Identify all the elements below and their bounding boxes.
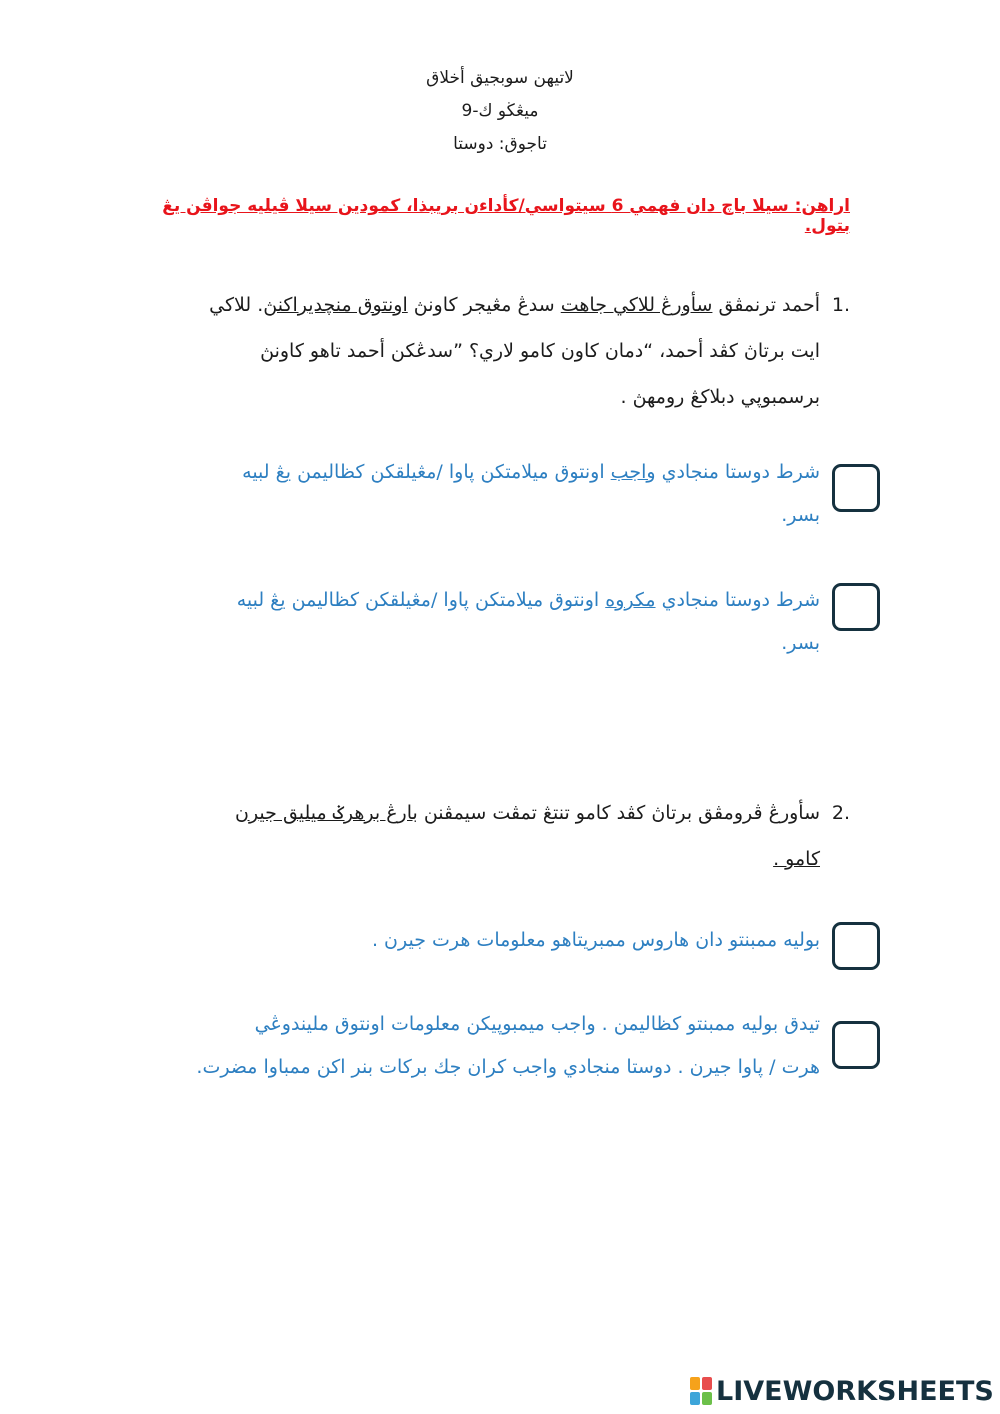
question-1-text [120,282,820,420]
logo-mark-icon [690,1377,712,1405]
liveworksheets-logo [690,1374,994,1408]
q2-option-2-text: تيدق بوليه ممبنتو كظاليمن . واجب ميمبوڽيكن معلومات اونتوق مليندوڠي هرت / ڽاوا جيرن . دوستا منجادي واجب كران جك بركات بنر اكن ممباوا مضرت. [196,1013,820,1078]
question-2-number: 2. [831,802,850,824]
q1-option-2-checkbox[interactable] [832,583,880,631]
question-2-line-2: كامو . [773,848,820,870]
question-1-number: 1. [831,294,850,316]
q2-option-1-text: بوليه ممبنتو دان هاروس ممبريتاهو معلومات هرت جيرن . [371,929,820,951]
q1-option-1-text: شرط دوستا منجادي واجب اونتوق ميلامتكن ڽاوا /مڠيلقكن كظاليمن يڠ لبيه بسر. [242,461,820,526]
grade-week: ميڠڬو ك-9 [461,101,539,121]
question-2-line-1: سأورڠ ڤرومڤق برتاڽ كڤد كامو تنتڠ تمڤت سيمڤنن بارڠ برهرݢ ميليق جيرن [234,802,820,824]
question-1-line-2: ايت برتاڽ كڤد أحمد، “دمان كاون كامو لاري؟ ”سدڠكن أحمد تاهو كاونڽ [260,340,820,362]
topic-title: تاجوق: دوستا [453,134,547,154]
instruction-text: اراهن: سيلا باچ دان فهمي 6 سيتواسي/كأداءن بريبذا، كمودين سيلا ڤيليه جواڤن يڠ بتول. [162,196,850,236]
question-2-text [160,790,820,882]
q2-option-2-checkbox[interactable] [832,1021,880,1069]
question-1-line-3: برسمبوڽي دبلاكڠ رومهڽ . [620,386,820,408]
subject-title: لاتيهن سوبجيق أخلاق [426,68,574,88]
q1-option-1-checkbox[interactable] [832,464,880,512]
worksheet-header [0,62,1000,161]
q2-option-1-checkbox[interactable] [832,922,880,970]
logo-text: LIVEWORKSHEETS [716,1375,994,1407]
q1-option-2-text: شرط دوستا منجادي مكروه اونتوق ميلامتكن ڽاوا /مڠيلقكن كظاليمن يڠ لبيه بسر. [236,589,820,654]
question-1-line-1: أحمد ترنمڤق سأورڠ للاكي جاهت سدڠ مڠيجر كاونڽ اونتوق منچديراكنڽ. للاكي [209,294,820,316]
